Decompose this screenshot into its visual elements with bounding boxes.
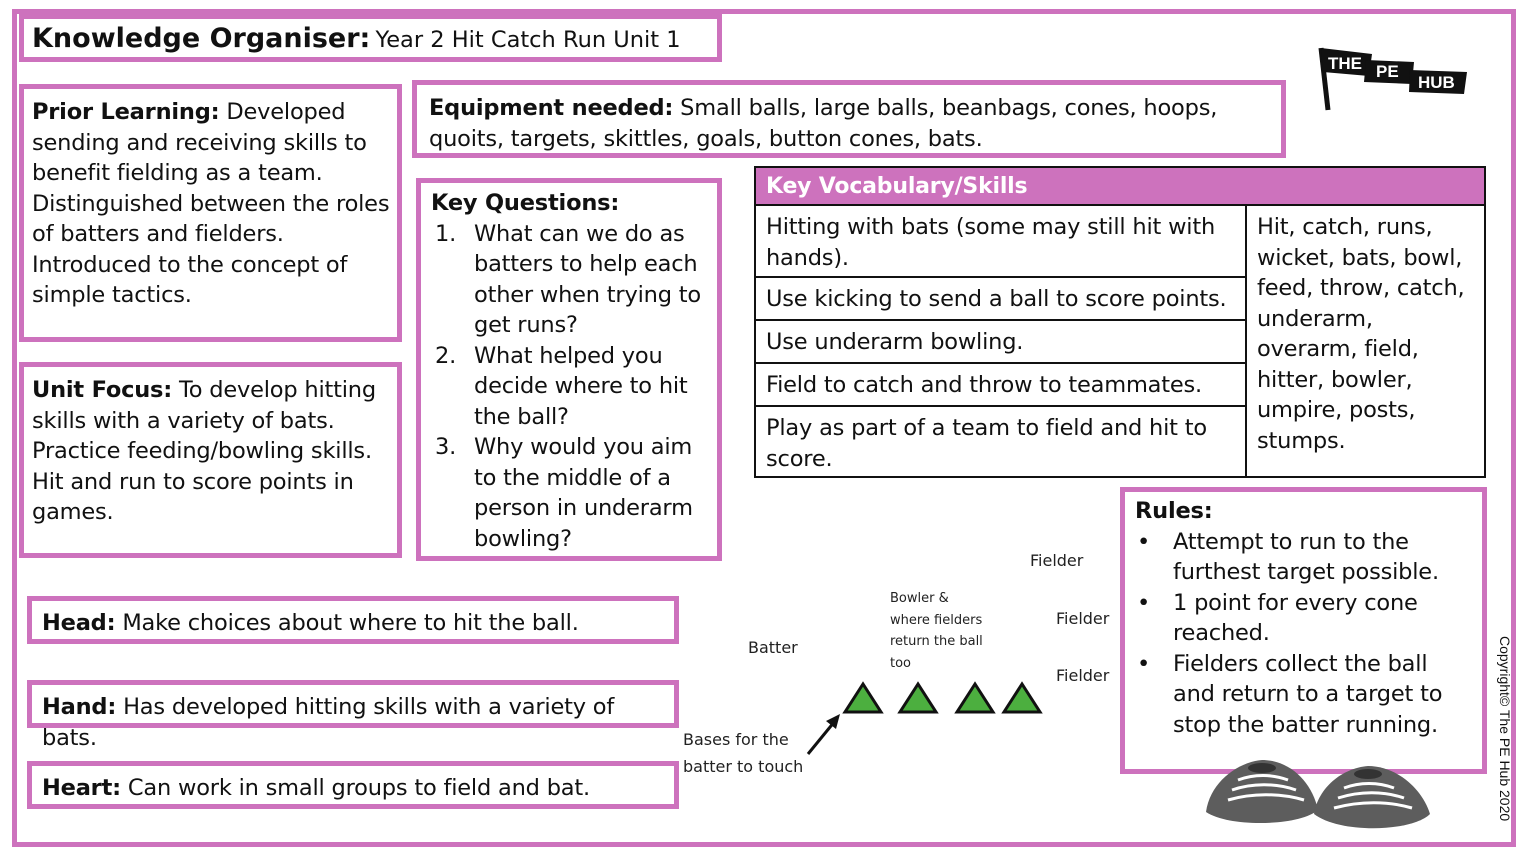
vocabulary-line: overarm, field,: [1257, 336, 1419, 362]
vocabulary-table: [754, 166, 1486, 478]
bullet-icon: •: [1137, 528, 1151, 555]
question-line: get runs?: [474, 312, 578, 338]
fielder-label: Fielder: [1056, 666, 1110, 685]
vocabulary-line: wicket, bats, bowl,: [1257, 244, 1463, 271]
question-number: 2.: [435, 342, 457, 369]
base-cone-icon: [845, 684, 881, 712]
bowler-label: [890, 588, 983, 674]
question-line: batters to help each: [474, 251, 698, 277]
pe-hub-logo: [1314, 44, 1474, 114]
rules-label: Rules:: [1135, 498, 1213, 524]
arrow-icon: [808, 714, 840, 754]
prior-learning-line: Developed: [219, 99, 346, 125]
bullet-icon: •: [1137, 650, 1151, 677]
skill-text: Play as part of a team to field and hit to: [766, 415, 1207, 441]
rule-item: [1135, 527, 1476, 588]
skill-row: [756, 407, 1245, 476]
question-line: to the middle of a: [474, 464, 671, 491]
rule-line: reached.: [1173, 620, 1270, 646]
equipment-line: Small balls, large balls, beanbags, cones, hoops,: [673, 95, 1218, 121]
skill-text: Use kicking to send a ball to score points.: [766, 286, 1227, 312]
unit-focus-line: To develop hitting: [172, 377, 376, 403]
vocabulary-line: Hit, catch, runs,: [1257, 214, 1433, 240]
bases-label: [683, 726, 803, 780]
skill-text: Hitting with bats (some may still hit with: [766, 214, 1216, 240]
question-number: 1.: [435, 220, 457, 247]
fielder-label: Fielder: [1030, 551, 1084, 570]
vocabulary-line: hitter, bowler,: [1257, 366, 1413, 393]
key-questions-box: [416, 178, 722, 561]
unit-focus-line: Practice feeding/bowling skills.: [32, 438, 372, 464]
skill-text: score.: [766, 445, 833, 472]
unit-focus-line: skills with a variety of bats.: [32, 407, 335, 434]
batter-label: Batter: [748, 638, 798, 657]
vocabulary-header: Key Vocabulary/Skills: [756, 168, 1484, 206]
equipment-box: [412, 80, 1286, 158]
prior-learning-label: Prior Learning:: [32, 99, 220, 125]
bowler-label-line: Bowler &: [890, 591, 949, 606]
head-text: Make choices about where to hit the ball.: [115, 610, 579, 636]
skill-row: [756, 321, 1245, 364]
field-diagram: [800, 676, 1050, 760]
bowler-label-line: too: [890, 655, 912, 671]
title-box: [19, 14, 722, 62]
equipment-label: Equipment needed:: [429, 95, 674, 121]
question-line: What can we do as: [474, 220, 685, 247]
skill-row: [756, 206, 1245, 278]
prior-learning-line: Distinguished between the roles: [32, 190, 390, 217]
rule-line: 1 point for every cone: [1173, 589, 1418, 616]
base-cone-icon: [1004, 684, 1040, 712]
equipment-line: quoits, targets, skittles, goals, button cones, bats.: [429, 125, 983, 152]
skill-text: hands).: [766, 244, 849, 271]
heart-text: Can work in small groups to field and bat.: [120, 775, 590, 801]
question-line: What helped you: [474, 342, 663, 369]
question-item: [431, 219, 711, 341]
unit-focus-line: games.: [32, 499, 114, 525]
question-line: decide where to hit: [474, 373, 688, 399]
vocabulary-words: [1247, 206, 1484, 476]
vocabulary-line: umpire, posts,: [1257, 397, 1416, 423]
vocabulary-line: underarm,: [1257, 305, 1373, 332]
base-cone-icon: [957, 684, 993, 712]
copyright-text: Copyright© The PE Hub 2020: [1497, 636, 1513, 822]
rule-line: and return to a target to: [1173, 681, 1443, 707]
question-number: 3.: [435, 434, 457, 460]
bowler-label-line: return the ball: [890, 634, 983, 649]
flat-cones-icon: [1200, 752, 1480, 842]
skills-column: [756, 206, 1247, 476]
rules-box: [1120, 487, 1487, 774]
vocabulary-line: feed, throw, catch,: [1257, 275, 1465, 301]
logo-word-hub: HUB: [1418, 73, 1455, 92]
rule-line: stop the batter running.: [1173, 711, 1438, 738]
logo-word-pe: PE: [1376, 62, 1399, 81]
head-box: [27, 596, 679, 644]
copyright-wrapper: [1493, 636, 1515, 844]
unit-focus-box: [19, 362, 402, 558]
skill-text: Use underarm bowling.: [766, 329, 1024, 355]
unit-focus-line: Hit and run to score points in: [32, 468, 354, 495]
title-label: Knowledge Organiser:: [32, 23, 371, 54]
rule-line: Attempt to run to the: [1173, 528, 1409, 555]
question-item: [431, 341, 711, 433]
prior-learning-line: simple tactics.: [32, 282, 192, 308]
question-line: the ball?: [474, 403, 569, 430]
bowler-label-line: where fielders: [890, 612, 983, 628]
hand-text: Has developed hitting skills with a variety of bats.: [42, 694, 615, 751]
skill-row: [756, 278, 1245, 321]
rule-item: [1135, 588, 1476, 649]
base-cone-icon: [900, 684, 936, 712]
bases-label-line: Bases for the: [683, 730, 789, 749]
prior-learning-line: benefit fielding as a team.: [32, 160, 323, 186]
key-questions-label: Key Questions:: [431, 190, 620, 216]
bullet-icon: •: [1137, 589, 1151, 616]
prior-learning-box: [19, 84, 402, 342]
logo-word-the: THE: [1328, 54, 1362, 73]
skill-row: [756, 364, 1245, 407]
question-line: Why would you aim: [474, 434, 693, 460]
hand-label: Hand:: [42, 694, 117, 720]
hand-box: [27, 680, 679, 751]
bases-label-line: batter to touch: [683, 757, 804, 776]
vocabulary-line: stumps.: [1257, 427, 1346, 454]
question-item: [431, 432, 711, 554]
title-text: Year 2 Hit Catch Run Unit 1: [375, 27, 681, 53]
rule-line: Fielders collect the ball: [1173, 650, 1428, 677]
rule-line: furthest target possible.: [1173, 559, 1439, 585]
question-line: person in underarm: [474, 495, 693, 521]
head-label: Head:: [42, 610, 116, 636]
unit-focus-label: Unit Focus:: [32, 377, 173, 403]
prior-learning-line: of batters and fielders.: [32, 221, 284, 247]
prior-learning-line: sending and receiving skills to: [32, 129, 367, 156]
prior-learning-line: Introduced to the concept of: [32, 251, 348, 278]
question-line: other when trying to: [474, 281, 701, 308]
skill-text: Field to catch and throw to teammates.: [766, 372, 1202, 398]
heart-box: [27, 761, 679, 809]
heart-label: Heart:: [42, 775, 121, 801]
fielder-label: Fielder: [1056, 609, 1110, 628]
rule-item: [1135, 649, 1476, 741]
question-line: bowling?: [474, 525, 572, 552]
